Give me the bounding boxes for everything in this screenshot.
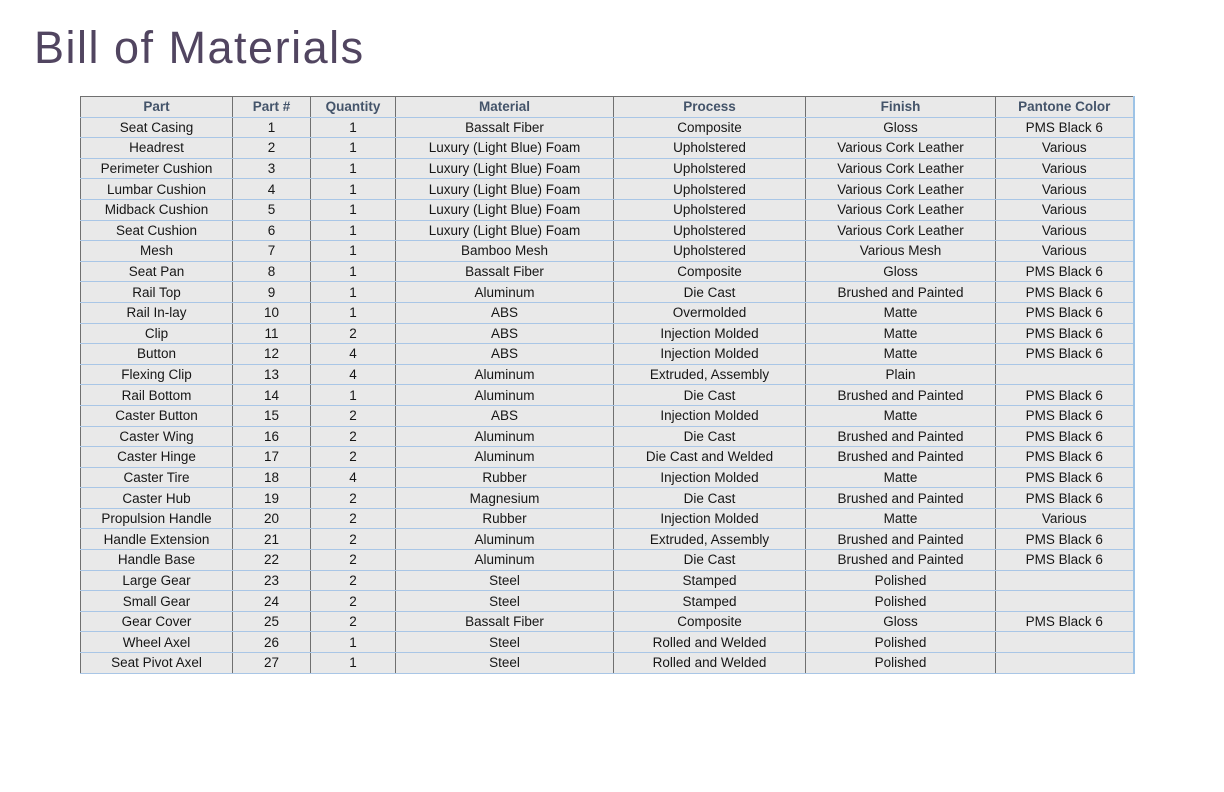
- table-cell: Injection Molded: [614, 508, 806, 529]
- table-cell: Magnesium: [396, 488, 614, 509]
- table-cell: Luxury (Light Blue) Foam: [396, 158, 614, 179]
- table-cell: Rail Bottom: [81, 385, 233, 406]
- table-cell: Caster Wing: [81, 426, 233, 447]
- table-cell: Brushed and Painted: [806, 385, 996, 406]
- table-cell: Polished: [806, 591, 996, 612]
- table-cell: PMS Black 6: [996, 550, 1134, 571]
- table-cell: Caster Button: [81, 405, 233, 426]
- table-row: [81, 653, 1134, 674]
- table-cell: 22: [233, 550, 311, 571]
- table-cell: 1: [311, 302, 396, 323]
- table-cell: Brushed and Painted: [806, 529, 996, 550]
- table-cell: 2: [233, 138, 311, 159]
- table-cell: ABS: [396, 302, 614, 323]
- table-cell: PMS Black 6: [996, 261, 1134, 282]
- table-cell: Bamboo Mesh: [396, 241, 614, 262]
- table-cell: Steel: [396, 570, 614, 591]
- table-cell: Extruded, Assembly: [614, 364, 806, 385]
- table-cell: 2: [311, 405, 396, 426]
- table-row: [81, 488, 1134, 509]
- table-cell: Gear Cover: [81, 611, 233, 632]
- table-cell: Die Cast: [614, 550, 806, 571]
- table-row: [81, 241, 1134, 262]
- table-cell: Flexing Clip: [81, 364, 233, 385]
- table-cell: Die Cast: [614, 426, 806, 447]
- table-cell: Die Cast and Welded: [614, 447, 806, 468]
- table-cell: 15: [233, 405, 311, 426]
- table-cell: Caster Hub: [81, 488, 233, 509]
- table-cell: 14: [233, 385, 311, 406]
- table-cell: 20: [233, 508, 311, 529]
- table-cell: Various: [996, 179, 1134, 200]
- table-cell: Various: [996, 241, 1134, 262]
- table-row: [81, 261, 1134, 282]
- table-cell: 2: [311, 508, 396, 529]
- table-row: [81, 447, 1134, 468]
- table-cell: 1: [233, 117, 311, 138]
- table-cell: Overmolded: [614, 302, 806, 323]
- table-cell: 24: [233, 591, 311, 612]
- table-cell: [996, 591, 1134, 612]
- table-cell: Rail Top: [81, 282, 233, 303]
- table-cell: Steel: [396, 632, 614, 653]
- table-cell: Handle Extension: [81, 529, 233, 550]
- page-title: Bill of Materials: [34, 22, 365, 73]
- table-cell: Bassalt Fiber: [396, 261, 614, 282]
- table-cell: Matte: [806, 344, 996, 365]
- table-cell: Upholstered: [614, 138, 806, 159]
- table-cell: Matte: [806, 508, 996, 529]
- table-cell: Seat Casing: [81, 117, 233, 138]
- table-cell: 4: [311, 364, 396, 385]
- table-cell: Composite: [614, 261, 806, 282]
- table-cell: Various: [996, 508, 1134, 529]
- table-cell: 1: [311, 138, 396, 159]
- table-cell: PMS Black 6: [996, 117, 1134, 138]
- table-cell: [996, 632, 1134, 653]
- table-body: [81, 117, 1134, 673]
- table-cell: 13: [233, 364, 311, 385]
- table-cell: PMS Black 6: [996, 529, 1134, 550]
- table-header: [81, 97, 1134, 118]
- table-cell: Various: [996, 220, 1134, 241]
- table-cell: Composite: [614, 611, 806, 632]
- table-cell: Injection Molded: [614, 323, 806, 344]
- table-cell: 11: [233, 323, 311, 344]
- table-cell: PMS Black 6: [996, 467, 1134, 488]
- table-cell: Gloss: [806, 611, 996, 632]
- table-cell: Perimeter Cushion: [81, 158, 233, 179]
- table-cell: 2: [311, 550, 396, 571]
- table-cell: Caster Hinge: [81, 447, 233, 468]
- table-row: [81, 508, 1134, 529]
- table-cell: Handle Base: [81, 550, 233, 571]
- table-cell: PMS Black 6: [996, 405, 1134, 426]
- table-cell: Brushed and Painted: [806, 447, 996, 468]
- table-row: [81, 611, 1134, 632]
- table-row: [81, 550, 1134, 571]
- table-cell: 23: [233, 570, 311, 591]
- table-cell: Seat Pan: [81, 261, 233, 282]
- table-cell: 2: [311, 488, 396, 509]
- table-cell: Upholstered: [614, 220, 806, 241]
- table-row: [81, 323, 1134, 344]
- table-cell: Matte: [806, 467, 996, 488]
- table-cell: Bassalt Fiber: [396, 611, 614, 632]
- table-cell: 1: [311, 385, 396, 406]
- table-cell: Brushed and Painted: [806, 488, 996, 509]
- table-row: [81, 199, 1134, 220]
- table-row: [81, 138, 1134, 159]
- bill-of-materials-table: [80, 96, 1135, 674]
- column-header: Finish: [806, 97, 996, 118]
- table-cell: [996, 364, 1134, 385]
- table-cell: Aluminum: [396, 385, 614, 406]
- table-cell: 5: [233, 199, 311, 220]
- table-cell: Aluminum: [396, 364, 614, 385]
- table-row: [81, 405, 1134, 426]
- table-cell: ABS: [396, 323, 614, 344]
- table-cell: Injection Molded: [614, 467, 806, 488]
- table-cell: PMS Black 6: [996, 323, 1134, 344]
- table-cell: Polished: [806, 570, 996, 591]
- table-cell: Steel: [396, 591, 614, 612]
- table-cell: 7: [233, 241, 311, 262]
- table-cell: Plain: [806, 364, 996, 385]
- table-cell: Various Mesh: [806, 241, 996, 262]
- table-row: [81, 117, 1134, 138]
- table-cell: PMS Black 6: [996, 611, 1134, 632]
- table-cell: ABS: [396, 344, 614, 365]
- table-cell: Rubber: [396, 467, 614, 488]
- table-cell: 1: [311, 220, 396, 241]
- table-cell: Bassalt Fiber: [396, 117, 614, 138]
- table-cell: Brushed and Painted: [806, 426, 996, 447]
- table-cell: Seat Pivot Axel: [81, 653, 233, 674]
- table-cell: Aluminum: [396, 426, 614, 447]
- table-row: [81, 220, 1134, 241]
- table-cell: Various Cork Leather: [806, 179, 996, 200]
- table-cell: Midback Cushion: [81, 199, 233, 220]
- table-cell: Button: [81, 344, 233, 365]
- column-header: Part: [81, 97, 233, 118]
- table-cell: 2: [311, 570, 396, 591]
- table-cell: Rubber: [396, 508, 614, 529]
- table-cell: Matte: [806, 302, 996, 323]
- table-cell: Matte: [806, 323, 996, 344]
- table-cell: 27: [233, 653, 311, 674]
- table-row: [81, 364, 1134, 385]
- table-cell: 1: [311, 653, 396, 674]
- table-cell: Aluminum: [396, 282, 614, 303]
- table-row: [81, 344, 1134, 365]
- table-cell: 2: [311, 591, 396, 612]
- table-cell: Propulsion Handle: [81, 508, 233, 529]
- table-cell: 6: [233, 220, 311, 241]
- table-row: [81, 467, 1134, 488]
- column-header: Process: [614, 97, 806, 118]
- table-cell: PMS Black 6: [996, 488, 1134, 509]
- column-header: Material: [396, 97, 614, 118]
- table-cell: PMS Black 6: [996, 385, 1134, 406]
- table-cell: Various: [996, 158, 1134, 179]
- table-cell: 1: [311, 261, 396, 282]
- table-cell: Various Cork Leather: [806, 138, 996, 159]
- table-cell: 2: [311, 611, 396, 632]
- table-cell: 2: [311, 529, 396, 550]
- table-cell: [996, 653, 1134, 674]
- table-cell: Die Cast: [614, 488, 806, 509]
- table-cell: Large Gear: [81, 570, 233, 591]
- table-cell: 1: [311, 282, 396, 303]
- table-row: [81, 282, 1134, 303]
- table-cell: Various Cork Leather: [806, 158, 996, 179]
- table-cell: Upholstered: [614, 179, 806, 200]
- table-cell: Composite: [614, 117, 806, 138]
- table-cell: 1: [311, 199, 396, 220]
- table-cell: 1: [311, 241, 396, 262]
- table-cell: Stamped: [614, 570, 806, 591]
- table-cell: 9: [233, 282, 311, 303]
- table-cell: 1: [311, 158, 396, 179]
- table-row: [81, 158, 1134, 179]
- table-cell: 25: [233, 611, 311, 632]
- table-cell: Luxury (Light Blue) Foam: [396, 220, 614, 241]
- table-cell: Mesh: [81, 241, 233, 262]
- table-row: [81, 179, 1134, 200]
- table-row: [81, 426, 1134, 447]
- table-cell: Lumbar Cushion: [81, 179, 233, 200]
- table-row: [81, 302, 1134, 323]
- table-cell: PMS Black 6: [996, 344, 1134, 365]
- table-cell: Various: [996, 138, 1134, 159]
- table-cell: Extruded, Assembly: [614, 529, 806, 550]
- column-header: Part #: [233, 97, 311, 118]
- table-cell: Stamped: [614, 591, 806, 612]
- column-header: Pantone Color: [996, 97, 1134, 118]
- table-cell: 4: [311, 467, 396, 488]
- table-cell: Upholstered: [614, 158, 806, 179]
- table-cell: Injection Molded: [614, 344, 806, 365]
- table-cell: Brushed and Painted: [806, 550, 996, 571]
- table-cell: Caster Tire: [81, 467, 233, 488]
- table-cell: Clip: [81, 323, 233, 344]
- table-cell: Aluminum: [396, 529, 614, 550]
- table-cell: Luxury (Light Blue) Foam: [396, 199, 614, 220]
- table-cell: 2: [311, 426, 396, 447]
- table-cell: Seat Cushion: [81, 220, 233, 241]
- table-cell: Aluminum: [396, 550, 614, 571]
- table-cell: Rail In-lay: [81, 302, 233, 323]
- table-cell: 21: [233, 529, 311, 550]
- table-cell: PMS Black 6: [996, 426, 1134, 447]
- table-cell: 10: [233, 302, 311, 323]
- table-cell: 18: [233, 467, 311, 488]
- table-cell: Die Cast: [614, 282, 806, 303]
- table-cell: Upholstered: [614, 241, 806, 262]
- table-cell: Headrest: [81, 138, 233, 159]
- table-cell: Brushed and Painted: [806, 282, 996, 303]
- header-row: [81, 97, 1134, 118]
- table-row: [81, 591, 1134, 612]
- table-cell: 1: [311, 632, 396, 653]
- table-row: [81, 570, 1134, 591]
- table-cell: 1: [311, 117, 396, 138]
- table-cell: 4: [311, 344, 396, 365]
- table-row: [81, 632, 1134, 653]
- table-cell: Matte: [806, 405, 996, 426]
- table-cell: Rolled and Welded: [614, 653, 806, 674]
- table-cell: Upholstered: [614, 199, 806, 220]
- table-cell: Wheel Axel: [81, 632, 233, 653]
- table-cell: Various Cork Leather: [806, 220, 996, 241]
- table-cell: 16: [233, 426, 311, 447]
- table-cell: PMS Black 6: [996, 282, 1134, 303]
- table-cell: 3: [233, 158, 311, 179]
- table-cell: 19: [233, 488, 311, 509]
- table-cell: Steel: [396, 653, 614, 674]
- table-cell: 1: [311, 179, 396, 200]
- table-cell: 17: [233, 447, 311, 468]
- table-cell: 26: [233, 632, 311, 653]
- table-cell: 4: [233, 179, 311, 200]
- table-cell: Gloss: [806, 261, 996, 282]
- table-row: [81, 529, 1134, 550]
- table-cell: Luxury (Light Blue) Foam: [396, 138, 614, 159]
- table-cell: PMS Black 6: [996, 447, 1134, 468]
- table-cell: Various Cork Leather: [806, 199, 996, 220]
- table-cell: Gloss: [806, 117, 996, 138]
- table-cell: Small Gear: [81, 591, 233, 612]
- column-header: Quantity: [311, 97, 396, 118]
- table-cell: Polished: [806, 653, 996, 674]
- table-cell: [996, 570, 1134, 591]
- table-row: [81, 385, 1134, 406]
- table-cell: 2: [311, 323, 396, 344]
- table-cell: Injection Molded: [614, 405, 806, 426]
- table-cell: ABS: [396, 405, 614, 426]
- table-cell: 8: [233, 261, 311, 282]
- table-cell: Various: [996, 199, 1134, 220]
- table-cell: Die Cast: [614, 385, 806, 406]
- table-cell: Polished: [806, 632, 996, 653]
- table-cell: 12: [233, 344, 311, 365]
- table-cell: Luxury (Light Blue) Foam: [396, 179, 614, 200]
- table-cell: PMS Black 6: [996, 302, 1134, 323]
- table-cell: 2: [311, 447, 396, 468]
- table-cell: Rolled and Welded: [614, 632, 806, 653]
- table-cell: Aluminum: [396, 447, 614, 468]
